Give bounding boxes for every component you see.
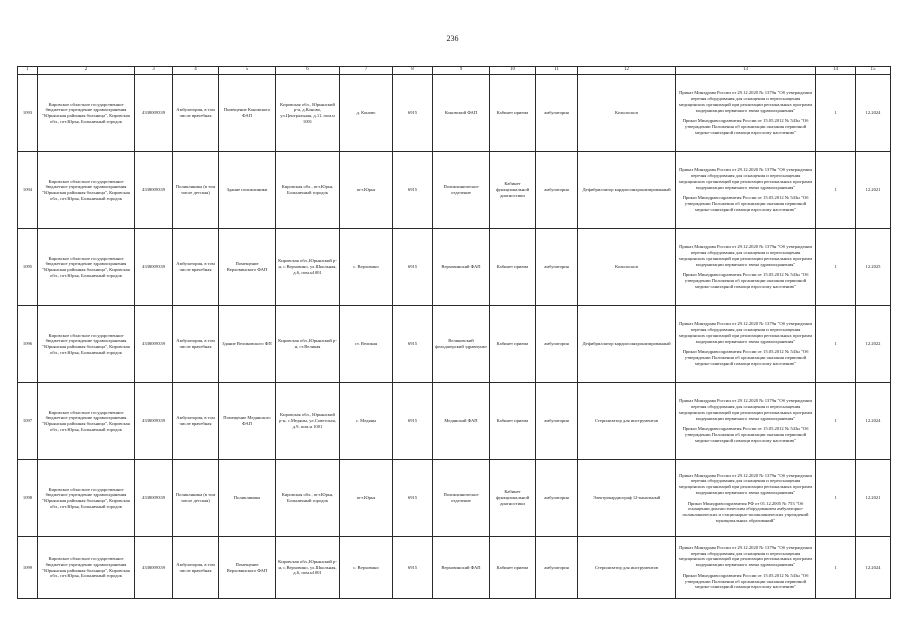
cell-facility-type: Амбулатория, в том числе врачебная (173, 229, 219, 306)
column-header: 9 (433, 67, 490, 75)
column-header: 14 (816, 67, 856, 75)
cell-row-number: 1095 (18, 229, 38, 306)
legal-basis-order-1: Приказ Минздрава России от 29.12.2020 № 1379н "Об утверждении перечня оборудования для оснащения и переоснащения медицинских организаций при реализации региональных программ модернизации первичного звена здравоохранения" (679, 244, 812, 267)
cell-organization: Кировское областное государственное бюджетное учреждение здравоохранения "Юрьянская районная больница", Кировская обл., пгт.Юрья, Больничный городок (38, 229, 135, 306)
cell-care-type: амбулатория (536, 229, 578, 306)
cell-row-number: 1098 (18, 460, 38, 537)
cell-inn: 4338009339 (135, 460, 173, 537)
legal-basis-order-2: Приказ Минздравсоцразвития России от 15.05.2012 № 543н "Об утверждении Положения об организации оказания первичной медико-санитарной помощи взрослому населению" (682, 426, 809, 443)
cell-address: Кировская обл., пгт.Юрья, Больничный городок (276, 152, 340, 229)
cell-legal-basis (676, 383, 816, 460)
column-header: 13 (676, 67, 816, 75)
cell-equipment: Стерилизатор для инструментов (578, 537, 676, 599)
legal-basis-order-1: Приказ Минздрава России от 29.12.2020 № 1379н "Об утверждении перечня оборудования для оснащения и переоснащения медицинских организаций при реализации региональных программ модернизации первичного звена здравоохранения" (679, 90, 812, 113)
cell-date: 12.2022 (856, 306, 891, 383)
legal-basis-order-1: Приказ Минздрава России от 29.12.2020 № 1379н "Об утверждении перечня оборудования для оснащения и переоснащения медицинских организаций при реализации региональных программ модернизации первичного звена здравоохранения" (679, 544, 812, 568)
cell-organization: Кировское областное государственное бюджетное учреждение здравоохранения "Юрьянская районная больница", Кировская обл., пгт.Юрья, Больничный городок (38, 537, 135, 599)
cell-locality: пгт.Юрья (340, 152, 393, 229)
legal-basis-order-2: Приказ Минздравсоцразвития России от 15.05.2012 № 543н "Об утверждении Положения об организации оказания первичной медико-санитарной помощи взрослому населению" (682, 118, 809, 135)
legal-basis-order-2: Приказ Минздравсоцразвития России от 15.05.2012 № 543н "Об утверждении Положения об организации оказания первичной медико-санитарной помощи взрослому населению" (682, 195, 809, 212)
cell-organization: Кировское областное государственное бюджетное учреждение здравоохранения "Юрьянская районная больница", Кировская обл., пгт.Юрья, Больничный городок (38, 306, 135, 383)
legal-basis-order-1: Приказ Минздрава России от 29.12.2020 № 1379н "Об утверждении перечня оборудования для оснащения и переоснащения медицинских организаций при реализации региональных программ модернизации первичного звена здравоохранения" (679, 472, 812, 495)
table-row (18, 460, 891, 537)
cell-care-type: амбулатория (536, 306, 578, 383)
cell-equipment: Дефибриллятор кардиосинхронизированный (578, 306, 676, 383)
cell-department: Верховинский ФАП (433, 229, 490, 306)
column-header: 12 (578, 67, 676, 75)
table-body (18, 75, 891, 599)
cell-code: 6915 (393, 383, 433, 460)
cell-row-number: 1099 (18, 537, 38, 599)
cell-row-number: 1097 (18, 383, 38, 460)
cell-code: 6915 (393, 75, 433, 152)
column-header: 4 (173, 67, 219, 75)
cell-locality: д. Коново (340, 75, 393, 152)
cell-equipment: Кольпоскоп (578, 229, 676, 306)
column-header: 3 (135, 67, 173, 75)
cell-facility-type: Амбулатория, в том числе врачебная (173, 75, 219, 152)
cell-address: Кировская обл.,Юрьянский р-н, ст.Великая (276, 306, 340, 383)
cell-locality: пгт.Юрья (340, 460, 393, 537)
cell-quantity: 1 (816, 229, 856, 306)
column-header: 6 (276, 67, 340, 75)
column-header: 15 (856, 67, 891, 75)
cell-date: 12.2021 (856, 152, 891, 229)
cell-row-number: 1093 (18, 75, 38, 152)
cell-address: Кировская обл.,Юрьянский р-н, с.Верховино, ул.Школьная, д.6, пом.н1001 (276, 537, 340, 599)
cell-care-type: амбулатория (536, 75, 578, 152)
legal-basis-order-1: Приказ Минздрава России от 29.12.2020 № 1379н "Об утверждении перечня оборудования для оснащения и переоснащения медицинских организаций при реализации региональных программ модернизации первичного звена здравоохранения" (679, 398, 812, 421)
cell-organization: Кировское областное государственное бюджетное учреждение здравоохранения "Юрьянская районная больница", Кировская обл., пгт.Юрья, Больничный городок (38, 383, 135, 460)
cell-quantity: 1 (816, 383, 856, 460)
column-header: 8 (393, 67, 433, 75)
cell-code: 6915 (393, 229, 433, 306)
cell-date: 12.2021 (856, 460, 891, 537)
cell-department: Великовский фельдшерский здравпункт (433, 306, 490, 383)
cell-care-type: амбулатория (536, 537, 578, 599)
cell-department: Поликлиническое отделение (433, 460, 490, 537)
cell-department: Коновский ФАП (433, 75, 490, 152)
column-header: 10 (490, 67, 536, 75)
cell-care-type: амбулатория (536, 383, 578, 460)
column-header: 11 (536, 67, 578, 75)
cell-code: 6915 (393, 152, 433, 229)
cell-code: 6915 (393, 306, 433, 383)
cell-care-type: амбулатория (536, 460, 578, 537)
legal-basis-order-1: Приказ Минздрава России от 29.12.2020 № 1379н "Об утверждении перечня оборудования для оснащения и переоснащения медицинских организаций при реализации региональных программ модернизации первичного звена здравоохранения" (679, 167, 812, 190)
cell-room: Кабинет приема (490, 537, 536, 599)
cell-organization: Кировское областное государственное бюджетное учреждение здравоохранения "Юрьянская районная больница", Кировская обл., пгт.Юрья, Больничный городок (38, 75, 135, 152)
cell-quantity: 1 (816, 306, 856, 383)
legal-basis-order-2: Приказ Минздравсоцразвития России от 15.05.2012 № 543н "Об утверждении Положения об организации оказания первичной медико-санитарной помощи взрослому населению" (682, 272, 809, 289)
cell-address: Кировская обл., пгт.Юрья, Больничный городок (276, 460, 340, 537)
cell-locality: с. Медяны (340, 383, 393, 460)
cell-premises: Здание Великовского ФП (219, 306, 276, 383)
table-row (18, 306, 891, 383)
cell-care-type: амбулатория (536, 152, 578, 229)
cell-equipment: Стерилизатор для инструментов (578, 383, 676, 460)
table-row (18, 229, 891, 306)
cell-room: Кабинет функциональной диагностики (490, 460, 536, 537)
cell-inn: 4338009339 (135, 75, 173, 152)
cell-legal-basis (676, 306, 816, 383)
cell-date: 12.2025 (856, 229, 891, 306)
cell-facility-type: Амбулатория, в том числе врачебная (173, 383, 219, 460)
cell-locality: с. Верховино (340, 229, 393, 306)
cell-department: Верховинский ФАП (433, 537, 490, 599)
column-header: 7 (340, 67, 393, 75)
table-row (18, 152, 891, 229)
legal-basis-order-2: Приказ Минздравсоцразвития России от 15.05.2012 № 543н "Об утверждении Положения об организации оказания первичной медико-санитарной помощи взрослому населению" (682, 572, 809, 590)
cell-room: Кабинет приема (490, 306, 536, 383)
cell-code: 6915 (393, 460, 433, 537)
cell-organization: Кировское областное государственное бюджетное учреждение здравоохранения "Юрьянская районная больница", Кировская обл., пгт.Юрья, Больничный городок (38, 152, 135, 229)
cell-organization: Кировское областное государственное бюджетное учреждение здравоохранения "Юрьянская районная больница", Кировская обл., пгт.Юрья, Больничный городок (38, 460, 135, 537)
cell-facility-type: Амбулатория, в том числе врачебная (173, 306, 219, 383)
cell-locality: ст. Великая (340, 306, 393, 383)
cell-inn: 4338009339 (135, 383, 173, 460)
equipment-table (17, 66, 891, 599)
cell-premises: Помещение Верховинского ФАП (219, 229, 276, 306)
cell-code: 6915 (393, 537, 433, 599)
cell-legal-basis (676, 460, 816, 537)
cell-inn: 4338009339 (135, 306, 173, 383)
cell-quantity: 1 (816, 152, 856, 229)
cell-premises: Помещение Коновского ФАП (219, 75, 276, 152)
cell-address: Кировская обл.,Юрьянский р-н, с.Верховино, ул.Школьная, д.6, пом.н1001 (276, 229, 340, 306)
cell-equipment: Электрокардиограф 12-канальный (578, 460, 676, 537)
legal-basis-order-2: Приказ Минздравсоцразвития РФ от 01.12.2005 № 753 "Об оснащении диагностическим оборудованием амбулаторно-поликлинических и стационарно-поликлинических учреждений муниципальных образований" (682, 500, 809, 523)
cell-quantity: 1 (816, 537, 856, 599)
cell-quantity: 1 (816, 75, 856, 152)
cell-department: Медянский ФАП (433, 383, 490, 460)
cell-room: Кабинет функциональной диагностики (490, 152, 536, 229)
cell-legal-basis (676, 537, 816, 599)
cell-address: Кировская обл., Юрьянский р-н, д.Коново, ул.Центральная, д.11, пом.н 1001 (276, 75, 340, 152)
cell-legal-basis (676, 229, 816, 306)
column-number-row (18, 67, 891, 75)
cell-locality: с. Верховино (340, 537, 393, 599)
cell-inn: 4338009339 (135, 537, 173, 599)
cell-date: 12.2024 (856, 537, 891, 599)
cell-premises: Помещение Медянского ФАП (219, 383, 276, 460)
cell-facility-type: Поликлиника (в том числе детская) (173, 152, 219, 229)
cell-facility-type: Поликлиника (в том числе детская) (173, 460, 219, 537)
legal-basis-order-2: Приказ Минздравсоцразвития России от 15.05.2012 № 543н "Об утверждении Положения об организации оказания первичной медико-санитарной помощи взрослому населению" (682, 349, 809, 366)
cell-date: 12.2024 (856, 383, 891, 460)
cell-row-number: 1096 (18, 306, 38, 383)
cell-department: Поликлиническое отделение (433, 152, 490, 229)
cell-premises: Помещение Верховинского ФАП (219, 537, 276, 599)
table-row (18, 537, 891, 599)
cell-room: Кабинет приема (490, 383, 536, 460)
legal-basis-order-1: Приказ Минздрава России от 29.12.2020 № 1379н "Об утверждении перечня оборудования для оснащения и переоснащения медицинских организаций при реализации региональных программ модернизации первичного звена здравоохранения" (679, 321, 812, 344)
cell-address: Кировская обл., Юрьянский р-н, с.Медяны, ул.Советская, д.9, пом.н 1001 (276, 383, 340, 460)
cell-premises: Поликлиника (219, 460, 276, 537)
cell-date: 12.2024 (856, 75, 891, 152)
cell-quantity: 1 (816, 460, 856, 537)
table-row (18, 383, 891, 460)
table-row (18, 75, 891, 152)
cell-room: Кабинет приема (490, 229, 536, 306)
cell-equipment: Дефибриллятор кардиосинхронизированный (578, 152, 676, 229)
column-header: 2 (38, 67, 135, 75)
column-header: 5 (219, 67, 276, 75)
page-number: 236 (446, 34, 459, 43)
cell-room: Кабинет приема (490, 75, 536, 152)
cell-inn: 4338009339 (135, 152, 173, 229)
cell-legal-basis (676, 152, 816, 229)
cell-premises: Здание поликлиники (219, 152, 276, 229)
cell-inn: 4338009339 (135, 229, 173, 306)
cell-legal-basis (676, 75, 816, 152)
cell-equipment: Кольпоскоп (578, 75, 676, 152)
column-header: 1 (18, 67, 38, 75)
cell-facility-type: Амбулатория, в том числе врачебная (173, 537, 219, 599)
cell-row-number: 1094 (18, 152, 38, 229)
